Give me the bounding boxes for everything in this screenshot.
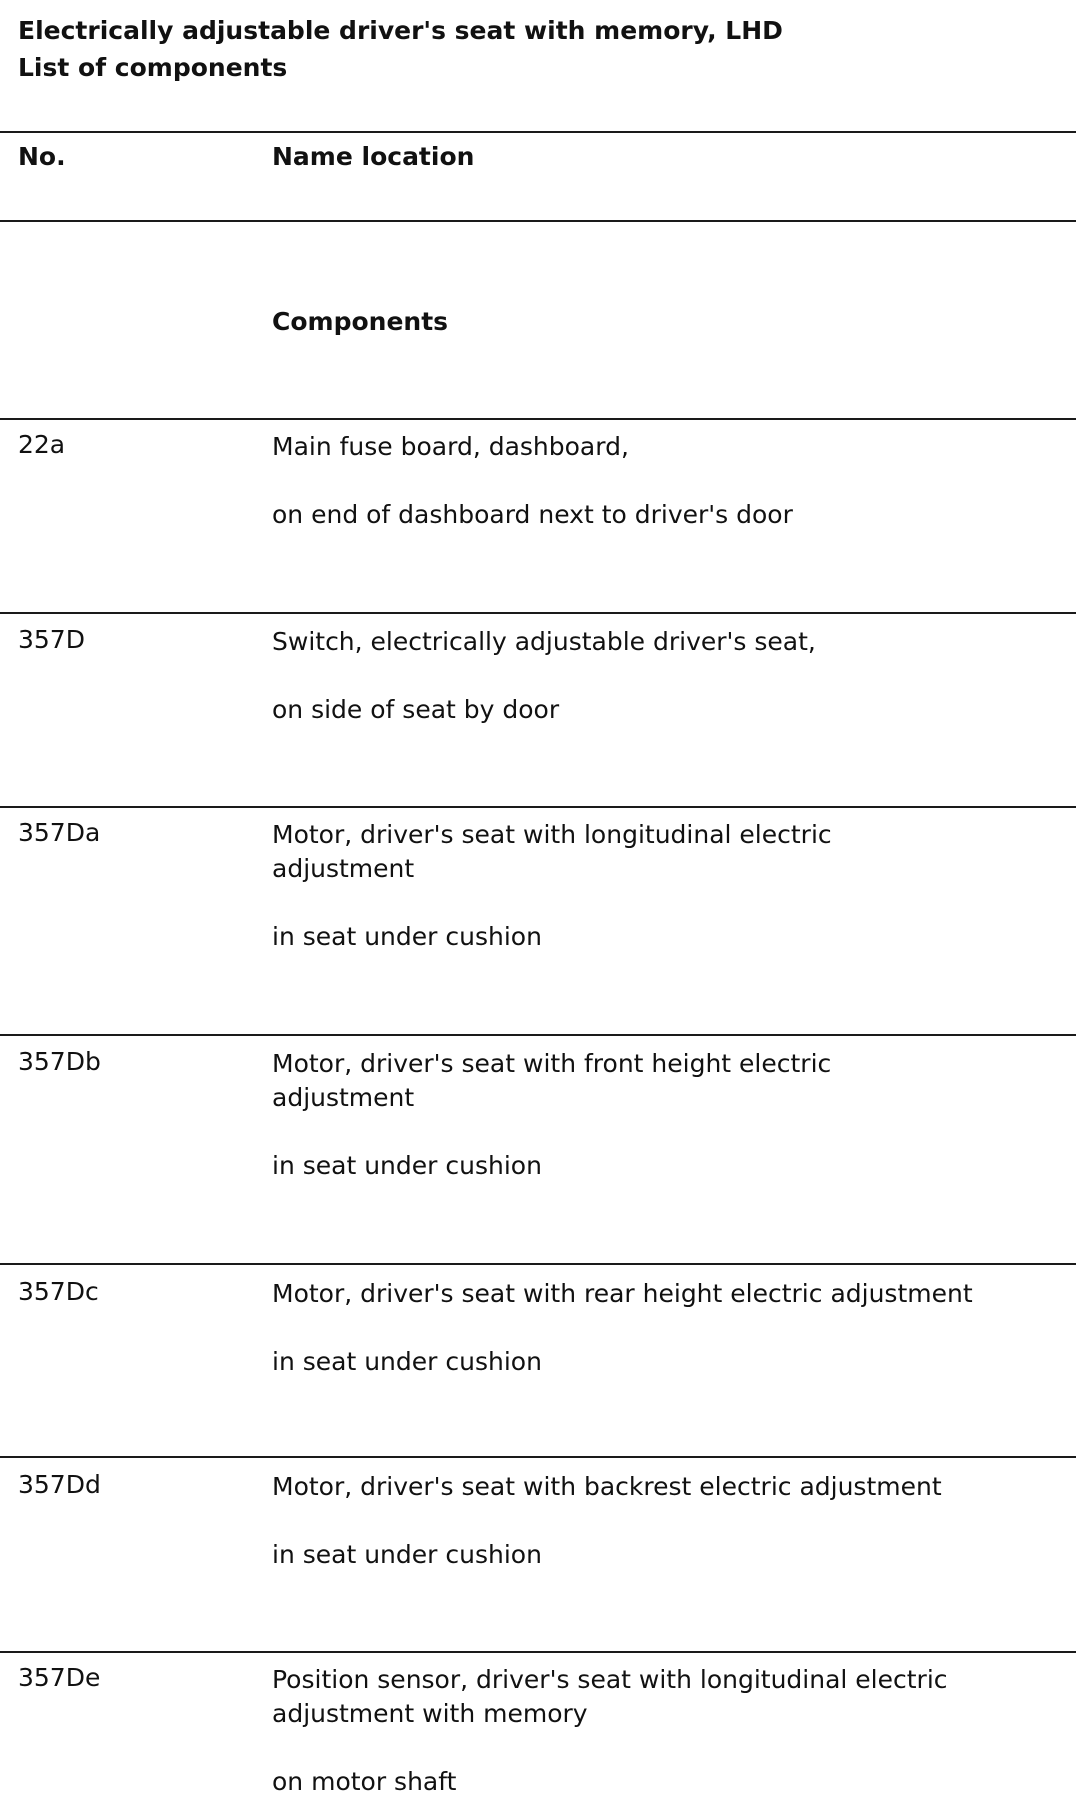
row-rule (0, 1456, 1076, 1458)
row-location: on motor shaft (272, 1767, 457, 1796)
row-no: 357D (18, 625, 85, 654)
row-rule (0, 1651, 1076, 1653)
row-no: 357Db (18, 1047, 101, 1076)
row-name: Motor, driver's seat with front height electric adjustment (272, 1049, 832, 1112)
document-title (18, 12, 783, 86)
row-name: Position sensor, driver's seat with longitudinal electric adjustment with memory (272, 1665, 948, 1728)
title-line-1: Electrically adjustable driver's seat with memory, LHD (18, 16, 783, 45)
row-location: in seat under cushion (272, 1540, 542, 1569)
row-rule (0, 612, 1076, 614)
row-name: Motor, driver's seat with backrest electric adjustment (272, 1472, 942, 1501)
row-rule (0, 806, 1076, 808)
row-rule (0, 1034, 1076, 1036)
section-label-components: Components (272, 307, 449, 336)
header-bottom-rule (0, 220, 1076, 222)
row-location: in seat under cushion (272, 1151, 542, 1180)
row-no: 357Dd (18, 1470, 101, 1499)
row-location: in seat under cushion (272, 1347, 542, 1376)
header-name-location: Name location (272, 142, 475, 171)
row-name: Main fuse board, dashboard, (272, 432, 629, 461)
row-no: 22a (18, 430, 66, 459)
row-no: 357Dc (18, 1277, 99, 1306)
header-top-rule (0, 131, 1076, 133)
row-location: on side of seat by door (272, 695, 560, 724)
row-name: Motor, driver's seat with longitudinal electric adjustment (272, 820, 832, 883)
row-name: Switch, electrically adjustable driver's seat, (272, 627, 816, 656)
row-name: Motor, driver's seat with rear height electric adjustment (272, 1279, 973, 1308)
row-location: in seat under cushion (272, 922, 542, 951)
row-location: on end of dashboard next to driver's door (272, 500, 793, 529)
row-rule (0, 418, 1076, 420)
row-no: 357Da (18, 818, 101, 847)
row-rule (0, 1263, 1076, 1265)
header-no: No. (18, 142, 66, 171)
row-no: 357De (18, 1663, 101, 1692)
title-line-2: List of components (18, 53, 288, 82)
